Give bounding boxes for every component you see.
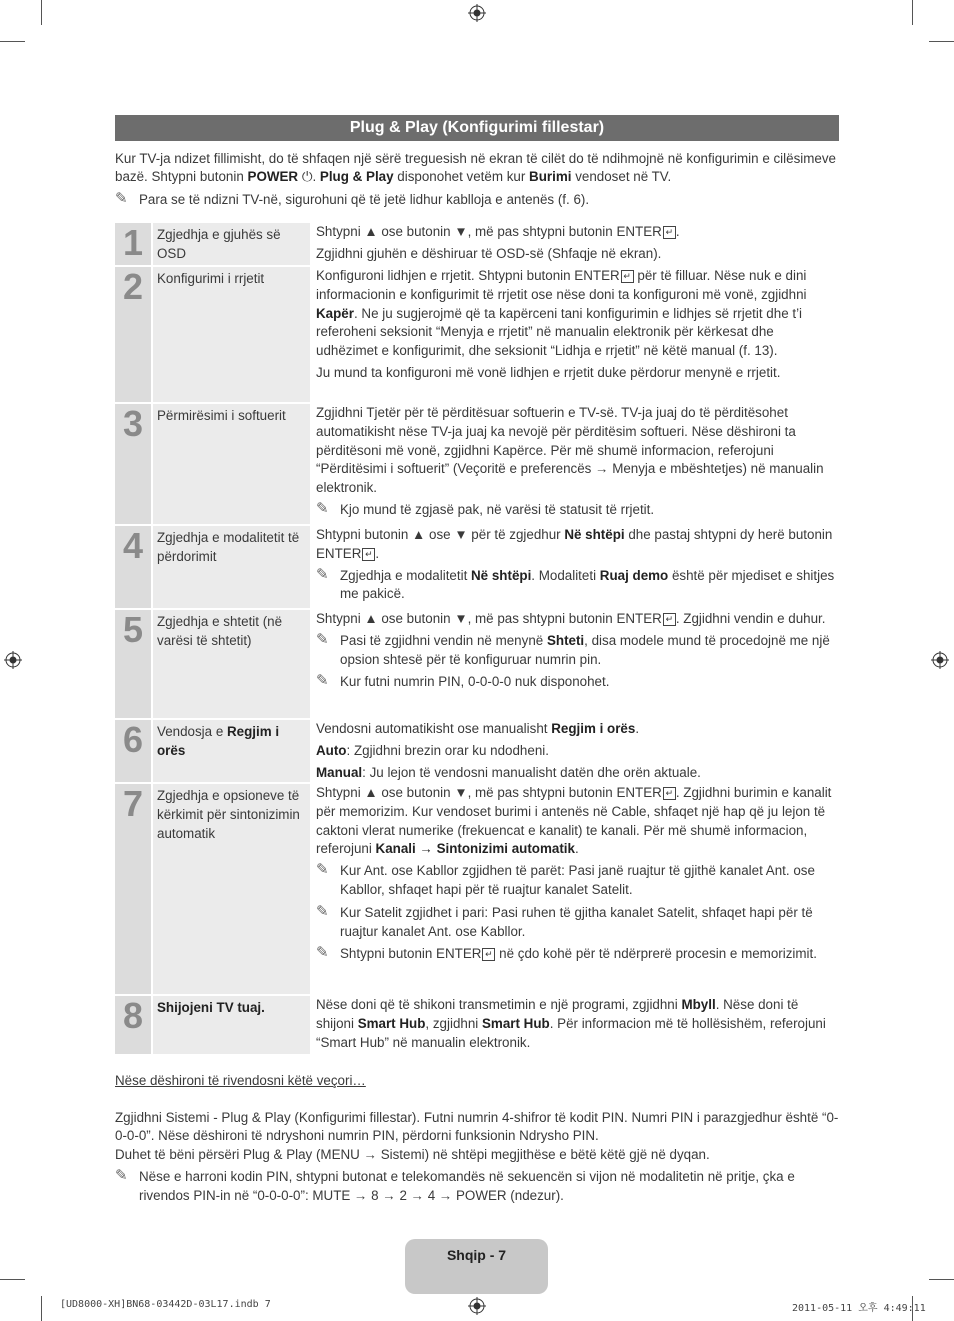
enter-icon: ↵ <box>663 226 676 239</box>
step-label: Përmirësimi i softuerit <box>153 404 310 524</box>
step-number: 8 <box>115 996 151 1054</box>
print-file-info: [UD8000-XH]BN68-03442D-03L17.indb 7 <box>60 1299 271 1310</box>
step-row <box>115 526 845 610</box>
step-description: Nëse doni që të shikoni transmetimin e një programi, zgjidhni Mbyll. Nëse doni të shijoni Smart Hub, zgjidhni Smart Hub. Për informacion më të hollësishëm, referojuni “Smart Hub” në manualin elektronik. <box>316 997 826 1050</box>
step-row <box>115 223 845 267</box>
note-icon: ✎ <box>316 861 329 879</box>
step-note: ✎ Kur futni numrin PIN, 0-0-0-0 nuk disponohet. <box>316 672 610 690</box>
intro <box>115 150 845 209</box>
registration-mark-icon <box>931 651 949 669</box>
step-description: Shtypni ▲ ose butonin ▼, më pas shtypni butonin ENTER ↵ . Zgjidhni vendin e duhur. ✎ Pasi të zgjidhni vendin në menynë Shteti, disa modele mund të procedojnë me një opsion shtesë për të konfiguruar numrin pin. ✎ Kur futni numrin PIN, 0-0-0-0 nuk disponohet. <box>310 610 845 718</box>
step-label: Zgjedhja e opsioneve të kërkimit për sintonizimin automatik <box>153 784 310 994</box>
step-number: 5 <box>115 610 151 718</box>
step-note: ✎ Zgjedhja e modalitetit Në shtëpi. Modaliteti Ruaj demo është për mjediset e shitjes me pakicë. <box>316 565 835 602</box>
crop-mark <box>41 0 42 25</box>
step-description: Shtypni ▲ ose butonin ▼, më pas shtypni butonin ENTER ↵ . Zgjidhni gjuhën e dëshiruar të OSD-së (Shfaqje në ekran). <box>316 224 680 261</box>
steps-table <box>115 223 845 1056</box>
enter-icon: ↵ <box>362 548 375 561</box>
page-number: Shqip - 7 <box>405 1239 548 1294</box>
note-icon: ✎ <box>115 190 128 207</box>
note-icon: ✎ <box>316 630 329 648</box>
note-icon: ✎ <box>115 1167 128 1184</box>
reset-heading: Nëse dëshironi të rivendosni këtë veçori… <box>115 1073 366 1088</box>
crop-mark <box>41 1296 42 1321</box>
intro-note: ✎ Para se të ndizni TV-në, sigurohuni që të jetë lidhur kablloja e antenës (f. 6). <box>115 190 590 207</box>
step-row <box>115 996 845 1056</box>
enter-icon: ↵ <box>663 787 676 800</box>
crop-mark <box>0 1279 25 1280</box>
step-label: Konfigurimi i rrjetit <box>153 267 310 402</box>
crop-mark <box>929 41 954 42</box>
step-number: 2 <box>115 267 151 402</box>
step-description: Vendosni automatikisht ose manualisht Regjim i orës. Auto: Zgjidhni brezin orar ku ndodheni. Manual: Ju lejon të vendosni manualisht datën dhe orën aktuale. <box>316 721 701 780</box>
reset-paragraph: Zgjidhni Sistemi - Plug & Play (Konfigurimi fillestar). Futni numrin 4-shifror të kodit PIN. Numri PIN i parazgjedhur është “0-0-0-0”. Nëse dëshironi të ndryshoni numrin PIN, përdorni funksionin Ndrysho PIN. <box>115 1109 839 1143</box>
print-date-info: 2011-05-11 오후 4:49:11 <box>792 1303 926 1314</box>
step-label: Vendosja e Regjim i orës <box>153 720 310 782</box>
power-icon: ⏻ <box>301 169 313 184</box>
step-number: 1 <box>115 223 151 265</box>
step-note: ✎ Kur Ant. ose Kabllor zgjidhen të parët: Pasi janë ruajtur të gjithë kanalet Ant. ose Kabllor, shfaqet hapi për të ruajtur kanalet Satelit. <box>316 861 815 897</box>
step-note: ✎ Kur Satelit zgjidhet i pari: Pasi ruhen të gjitha kanalet Satelit, shfaqet hapi për të ruajtur kanalet Ant. ose Kabllor. <box>316 902 813 939</box>
step-note: ✎ Shtypni butonin ENTER ↵ në çdo kohë për të ndërprerë procesin e memorizimit. <box>316 944 817 962</box>
step-label: Zgjedhja e modalitetit të përdorimit <box>153 526 310 608</box>
step-number: 6 <box>115 720 151 782</box>
step-row <box>115 784 845 996</box>
step-note: ✎ Pasi të zgjidhni vendin në menynë Shteti, disa modele mund të procedojnë me një opsion shtesë për të konfiguruar numrin pin. <box>316 630 830 667</box>
note-icon: ✎ <box>316 499 329 517</box>
step-description: Konfiguroni lidhjen e rrjetit. Shtypni butonin ENTER ↵ për të filluar. Nëse nuk e dini informacionin e konfigurimit të rrjetit ose nëse doni ta konfiguroni më vonë, zgjidhni Kapër. Ne ju sugjerojmë që ta kapërceni tani konfigurimin e lidhjes së rrjetit dhe t’i referoheni seksionit “Menyja e rrjetit” në manualin elektronik për kërkesat dhe udhëzimet e konfigurimit, dhe seksionit “Lidhja e rrjetit” në këtë manual (f. 13). Ju mund ta konfiguroni më vonë lidhjen e rrjetit duke përdorur menynë e rrjetit. <box>316 268 807 380</box>
enter-icon: ↵ <box>663 613 676 626</box>
step-row <box>115 267 845 404</box>
reset-section <box>115 1072 845 1205</box>
note-icon: ✎ <box>316 565 329 583</box>
step-row <box>115 610 845 720</box>
step-description: Shtypni butonin ▲ ose ▼ për të zgjedhur Në shtëpi dhe pastaj shtypni dy herë butonin ENTER ↵ . ✎ Zgjedhja e modalitetit Në shtëpi. Modaliteti Ruaj demo është për mjediset e shitjes me pakicë. <box>310 526 845 608</box>
step-description: Zgjidhni Tjetër për të përditësuar softuerin e TV-së. TV-ja juaj do të përditësohet automatikisht nëse TV-ja juaj ka nevojë për përditësim softueri. Nëse dëshironi ta përditësoni më vonë, zgjidhni Kapërce. Për më shumë informacion, referojuni “Përditësimi i softuerit” (Veçoritë e preferencës → Menyja e mbështetjes) në manualin elektronik. ✎ Kjo mund të zgjasë pak, në varësi të statusit të rrjetit. <box>310 404 845 524</box>
enter-icon: ↵ <box>621 270 634 283</box>
registration-mark-icon <box>468 1297 486 1315</box>
registration-mark-icon <box>468 4 486 22</box>
step-note: ✎ Kjo mund të zgjasë pak, në varësi të statusit të rrjetit. <box>316 499 655 517</box>
step-number: 4 <box>115 526 151 608</box>
reset-note: ✎ Nëse e harroni kodin PIN, shtypni butonat e telekomandës në sekuencën si vijon në modalitetin në pritje, çka e rivendos PIN-in në “0-0-0-0”: MUTE → 8 → 2 → 4 → POWER (ndezur). <box>115 1167 795 1203</box>
step-label: Shijojeni TV tuaj. <box>153 996 310 1054</box>
note-icon: ✎ <box>316 902 329 920</box>
step-number: 3 <box>115 404 151 524</box>
step-row <box>115 720 845 784</box>
crop-mark <box>929 1279 954 1280</box>
step-label: Zgjedhja e gjuhës së OSD <box>153 223 310 265</box>
note-icon: ✎ <box>316 944 329 962</box>
reset-paragraph: Duhet të bëni përsëri Plug & Play (MENU → Sistemi) në shtëpi megjithëse e bëtë këtë gjë në dyqan. <box>115 1146 710 1162</box>
crop-mark <box>912 0 913 25</box>
note-icon: ✎ <box>316 672 329 690</box>
intro-paragraph: Kur TV-ja ndizet fillimisht, do të shfaqen një sërë treguesish në ekran të cilët do të ndihmojnë në konfigurimin e cilësimeve bazë. Shtypni butonin POWER ⏻. Plug & Play disponohet vetëm kur Burimi vendoset në TV. <box>115 151 836 184</box>
section-title: Plug & Play (Konfigurimi fillestar) <box>115 115 839 141</box>
registration-mark-icon <box>4 651 22 669</box>
enter-icon: ↵ <box>482 948 495 961</box>
step-row <box>115 404 845 526</box>
step-label: Zgjedhja e shtetit (në varësi të shtetit) <box>153 610 310 718</box>
step-description: Shtypni ▲ ose butonin ▼, më pas shtypni butonin ENTER ↵ . Zgjidhni burimin e kanalit për memorizim. Kur vendoset burimi i antenës në Cable, shfaqet një hap që ju lejon të caktoni vlerat numerike (frekuencat e kanalit) te kanali. Për më shumë informacion, referojuni Kanali → Sintonizimi automatik. ✎ Kur Ant. ose Kabllor zgjidhen të parët: Pasi janë ruajtur të gjithë kanalet Ant. ose Kabllor, shfaqet hapi për të ruajtur kanalet Satelit. ✎ Kur Satelit zgjidhet i pari: Pasi ruhen të gjitha kanalet Satelit, shfaqet hapi për të ruajtur kanalet Ant. ose Kabllor. ✎ Shtypni butonin ENTER ↵ në çdo kohë për të ndërprerë procesin e memorizimit. <box>310 784 845 994</box>
step-number: 7 <box>115 784 151 994</box>
crop-mark <box>0 41 25 42</box>
